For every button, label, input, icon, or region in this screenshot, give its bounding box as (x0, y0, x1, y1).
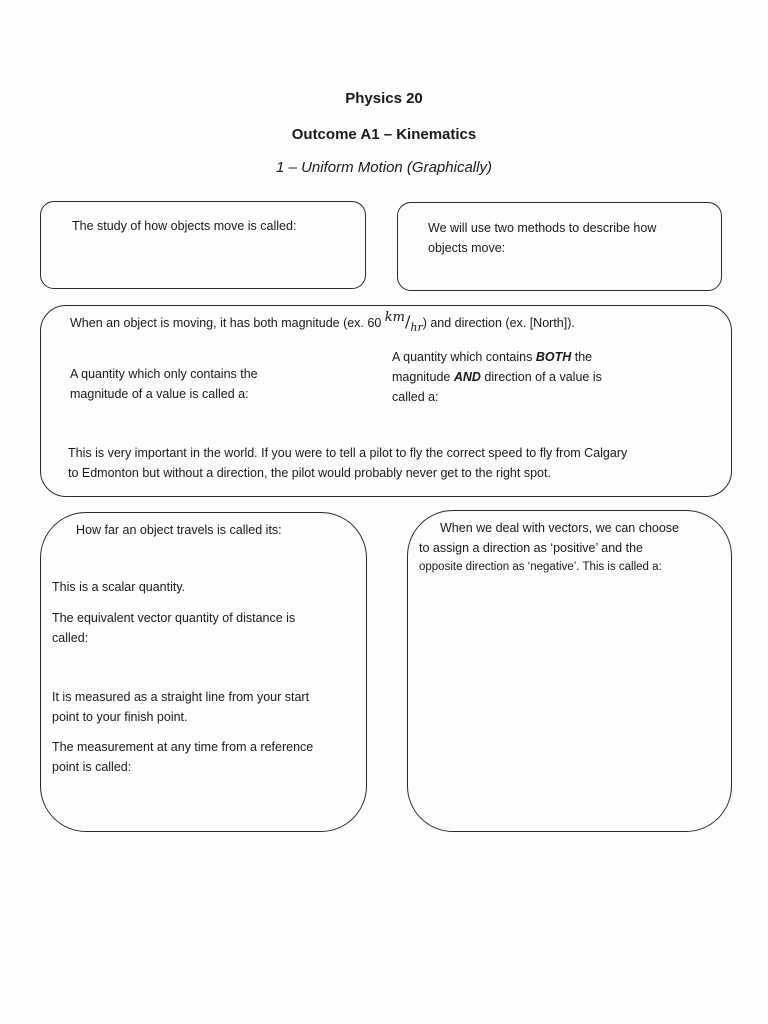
sign-convention-line3: opposite direction as ‘negative’. This is called a: (419, 561, 662, 573)
straight-line-line2: point to your finish point. (52, 710, 188, 724)
speed-unit-slash: / (404, 312, 411, 331)
reference-point-line1: The measurement at any time from a reference (52, 740, 314, 754)
equivalent-vector-line2: called: (52, 631, 89, 645)
scalar-quantity-note: This is a scalar quantity. (52, 580, 186, 594)
lesson-subtitle: 1 – Uniform Motion (Graphically) (276, 159, 492, 176)
vector-prompt-line3: called a: (392, 390, 439, 404)
methods-box (397, 202, 722, 291)
speed-unit-denominator: hr (410, 321, 423, 334)
methods-prompt-line2: objects move: (428, 241, 506, 255)
vector-prompt-line2 (392, 367, 602, 387)
kinematics-prompt: The study of how objects move is called: (72, 219, 297, 233)
vector-line1-both: BOTH (535, 350, 572, 364)
speed-unit-numerator: km (384, 310, 405, 325)
sign-convention-box (407, 510, 732, 832)
methods-prompt-line1: We will use two methods to describe how (428, 221, 657, 235)
reference-point-line2: point is called: (52, 760, 132, 774)
pilot-example-line1: This is very important in the world. If you were to tell a pilot to fly the correct speed to fly from Calgary (68, 446, 628, 460)
magnitude-direction-box (40, 305, 732, 497)
speed-unit (384, 310, 423, 334)
vector-line2-c: direction of a value is (480, 370, 602, 384)
vector-line1-c: the (571, 350, 593, 364)
kinematics-definition-box (40, 201, 366, 289)
pilot-example-line2: to Edmonton but without a direction, the pilot would probably never get to the right spot. (68, 466, 551, 480)
vector-line1-a: A quantity which contains (392, 350, 536, 364)
equivalent-vector-line1: The equivalent vector quantity of distance is (52, 611, 296, 625)
vector-prompt-line1 (392, 347, 592, 367)
page-title: Physics 20 (345, 90, 423, 107)
outcome-heading: Outcome A1 – Kinematics (291, 126, 477, 143)
sign-convention-line2: to assign a direction as ‘positive’ and the (419, 541, 643, 555)
intro-text-before: When an object is moving, it has both magnitude (ex. 60 (70, 316, 385, 330)
distance-box (40, 512, 367, 832)
sign-convention-line1: When we deal with vectors, we can choose (440, 521, 680, 535)
scalar-prompt-line2: magnitude of a value is called a: (70, 387, 249, 401)
intro-text-after: ) and direction (ex. [North]). (422, 316, 575, 330)
magnitude-direction-intro (70, 312, 575, 334)
scalar-prompt-line1: A quantity which only contains the (70, 367, 258, 381)
vector-line2-a: magnitude (392, 370, 454, 384)
straight-line-line1: It is measured as a straight line from your start (52, 690, 310, 704)
vector-line2-and: AND (453, 370, 481, 384)
distance-prompt: How far an object travels is called its: (76, 523, 282, 537)
